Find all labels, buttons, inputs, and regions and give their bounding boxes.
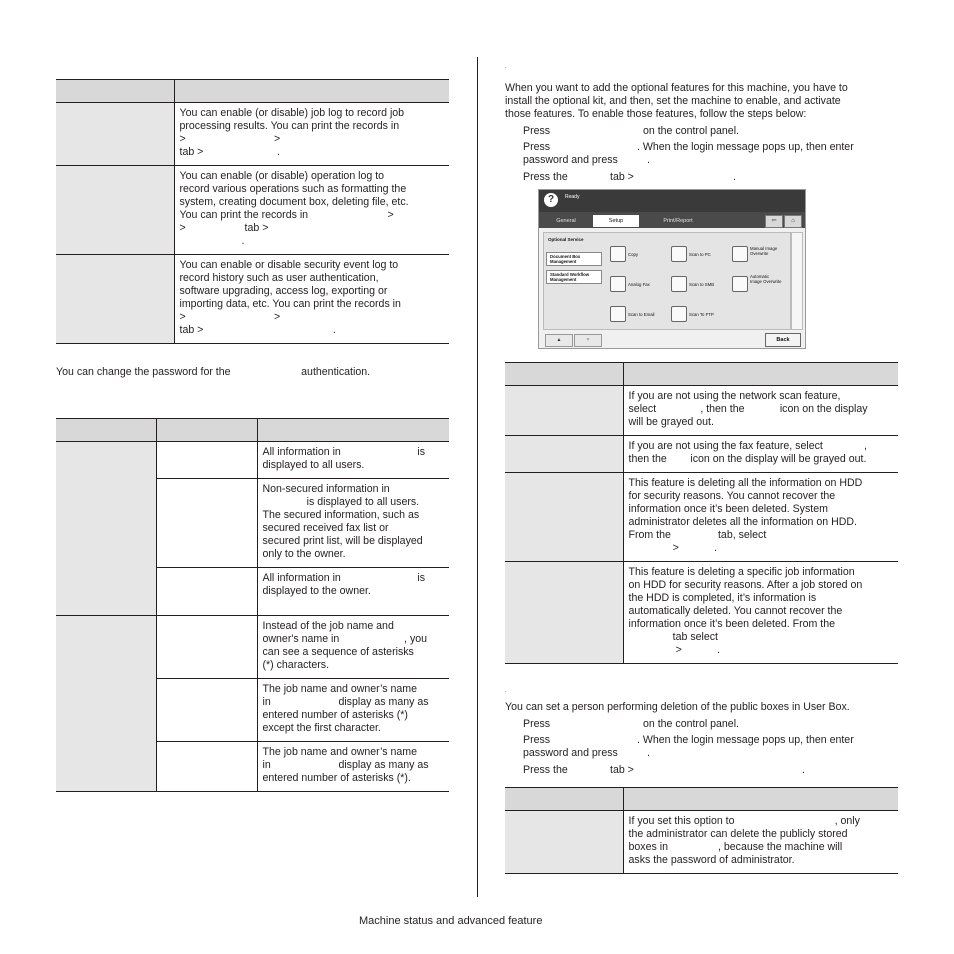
page-footer: Machine status and advanced feature xyxy=(359,915,543,927)
table-row xyxy=(505,811,898,874)
table-cell-description: All information in is displayed to all users. xyxy=(257,442,449,479)
scroll-up-button[interactable]: ▲ xyxy=(545,334,573,347)
table-row xyxy=(505,473,898,562)
table-cell-option xyxy=(156,742,257,792)
home-icon[interactable]: ⌂ xyxy=(784,215,802,228)
table-row xyxy=(505,436,898,473)
table-cell-description: You can enable (or disable) operation log to record various operations such as formatting the system, creating document box, deleting file, etc. You can print the records in > > tab > . xyxy=(174,166,449,255)
table-cell-description: Non-secured information in is displayed to all users. The secured information, such as secured received fax list or secured print list, will be displayed only to the owner. xyxy=(257,479,449,568)
table-cell-description: Instead of the job name and owner's name in , you can see a sequence of asterisks (*) characters. xyxy=(257,616,449,679)
table-cell-label xyxy=(505,436,623,473)
table-cell-option xyxy=(156,479,257,568)
analog-fax-checkbox[interactable] xyxy=(610,276,626,292)
table-cell-label xyxy=(56,255,174,344)
screen-scrollbar[interactable] xyxy=(791,232,803,330)
table-row xyxy=(56,616,449,679)
display-info-table xyxy=(56,418,449,792)
table-cell-label xyxy=(505,562,623,664)
scan-to-pc-checkbox[interactable] xyxy=(671,246,687,262)
table-cell-description: You can enable (or disable) job log to record job processing results. You can print the records in > > tab > . xyxy=(174,103,449,166)
table-cell-description: This feature is deleting a specific job information on HDD for security reasons. After a job stored on the HDD is completed, it’s information is automatically deleted. You cannot recover the information once it’s been deleted. From the tab select > . xyxy=(623,562,898,664)
table-header-cell xyxy=(257,419,449,442)
table-cell-description: If you are not using the network scan feature, select , then the icon on the display will be grayed out. xyxy=(623,386,898,436)
table-header-cell xyxy=(56,80,174,103)
table-row xyxy=(505,562,898,664)
tab-setup[interactable]: Setup xyxy=(593,215,639,227)
back-arrow-icon[interactable]: ⇦ xyxy=(765,215,783,228)
table-header-cell xyxy=(505,788,623,811)
optional-service-table xyxy=(505,362,898,664)
table-cell-group xyxy=(56,616,156,792)
copy-label: Copy xyxy=(628,252,639,257)
scan-to-ftp-checkbox[interactable] xyxy=(671,306,687,322)
scan-to-pc-label: Scan to PC xyxy=(689,252,711,257)
scan-to-smb-label: Scan to SMB xyxy=(689,282,715,287)
table-cell-description: All information in is displayed to the owner. xyxy=(257,568,449,616)
tab-print-report[interactable]: Print/Report xyxy=(663,218,693,224)
scan-to-ftp-label: Scan To FTP xyxy=(689,312,714,317)
table-cell-group xyxy=(56,442,156,616)
copy-checkbox[interactable] xyxy=(610,246,626,262)
table-cell-description: The job name and owner’s name in display as many as entered number of asterisks (*) except the first character. xyxy=(257,679,449,742)
standard-workflow-management-button[interactable]: Standard Workflow Management xyxy=(546,270,602,284)
table-header-cell xyxy=(156,419,257,442)
table-row xyxy=(56,166,449,255)
ready-status: Ready xyxy=(565,194,580,200)
scan-to-email-label: Scan to Email xyxy=(628,312,655,317)
password-text: You can change the password for the authentication. xyxy=(56,366,371,378)
public-box-table xyxy=(505,787,898,874)
table-cell-option xyxy=(156,442,257,479)
optional-features-intro: When you want to add the optional features for this machine, you have to install the optional kit, and then, set the machine to enable, and activate those features. To enable those features, follow the steps below: xyxy=(505,82,848,120)
scan-to-smb-checkbox[interactable] xyxy=(671,276,687,292)
table-cell-label xyxy=(505,473,623,562)
job-log-table xyxy=(56,79,449,344)
table-row xyxy=(505,386,898,436)
manual-image-overwrite-label: Manual Image Overwrite xyxy=(750,246,778,256)
back-button[interactable]: Back xyxy=(765,333,801,347)
analog-fax-label: Analog Fax xyxy=(628,282,650,287)
table-cell-description: If you are not using the fax feature, select , then the icon on the display will be grayed out. xyxy=(623,436,898,473)
table-row xyxy=(56,103,449,166)
table-cell-description: The job name and owner’s name in display as many as entered number of asterisks (*). xyxy=(257,742,449,792)
automatic-image-overwrite-checkbox[interactable] xyxy=(732,276,748,292)
table-row xyxy=(56,442,449,479)
table-header-cell xyxy=(623,363,898,386)
table-cell-label xyxy=(505,386,623,436)
table-cell-option xyxy=(156,679,257,742)
control-panel-screen xyxy=(538,189,806,349)
table-header-cell xyxy=(56,419,156,442)
table-header-cell xyxy=(505,363,623,386)
table-header-cell xyxy=(623,788,898,811)
table-header-cell xyxy=(174,80,449,103)
table-cell-label xyxy=(505,811,623,874)
table-cell-description: This feature is deleting all the information on HDD for security reasons. You cannot recover the information once it’s been deleted. System administrator deletes all the information on HDD. From the tab, select > . xyxy=(623,473,898,562)
table-cell-description: If you set this option to , only the administrator can delete the publicly stored boxes in , because the machine will asks the password of administrator. xyxy=(623,811,898,874)
public-box-text: You can set a person performing deletion of the public boxes in User Box. xyxy=(505,701,850,713)
document-box-management-button[interactable]: Document Box Management xyxy=(546,252,602,266)
table-cell-option xyxy=(156,568,257,616)
table-cell-label xyxy=(56,166,174,255)
help-icon[interactable]: ? xyxy=(544,193,558,207)
optional-service-title: Optional Service xyxy=(548,237,584,242)
table-row xyxy=(56,255,449,344)
manual-image-overwrite-checkbox[interactable] xyxy=(732,246,748,262)
automatic-image-overwrite-label: Automatic Image Overwrite xyxy=(750,274,782,284)
section-marker: . xyxy=(505,64,507,70)
column-divider xyxy=(477,57,478,897)
tab-general[interactable]: General xyxy=(556,218,576,224)
table-cell-description: You can enable or disable security event log to record history such as user authentication, software upgrading, access log, exporting or importing data, etc. You can print the records in > > tab > . xyxy=(174,255,449,344)
table-cell-label xyxy=(56,103,174,166)
section-marker: . xyxy=(505,688,507,694)
scan-to-email-checkbox[interactable] xyxy=(610,306,626,322)
table-cell-option xyxy=(156,616,257,679)
scroll-down-button[interactable]: ▼ xyxy=(574,334,602,347)
